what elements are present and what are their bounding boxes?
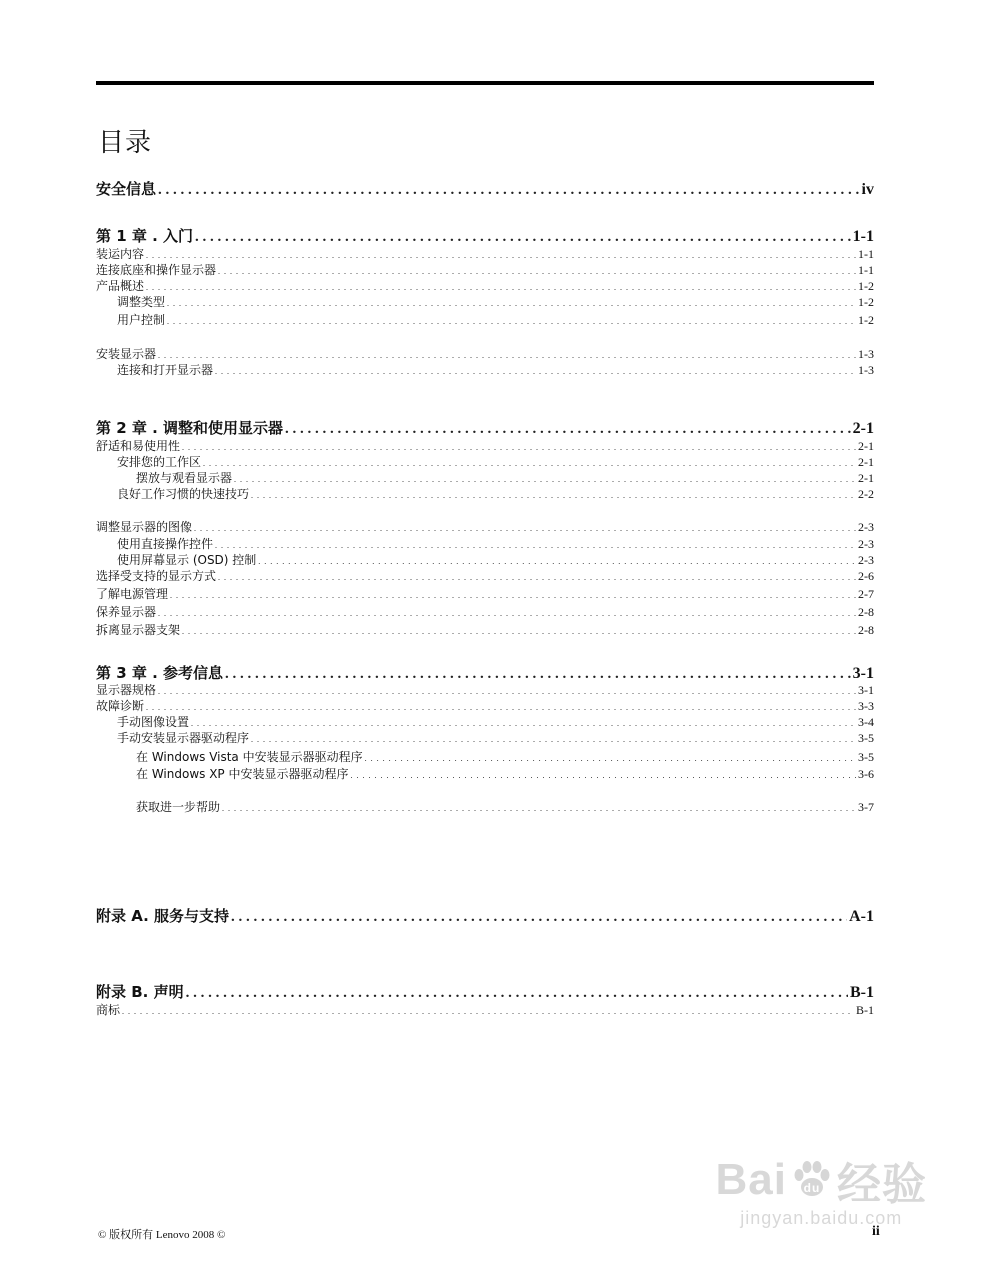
toc-label: 保养显示器: [96, 605, 157, 619]
toc-label: 摆放与观看显示器: [136, 471, 233, 485]
toc-page: 2-1: [852, 420, 874, 437]
toc-leader: [234, 475, 856, 484]
toc-label: 良好工作习惯的快速技巧: [117, 487, 250, 501]
toc-entry[interactable]: [117, 293, 874, 310]
toc-entry[interactable]: [96, 345, 874, 362]
toc-entry[interactable]: [117, 551, 874, 568]
toc-page: B-1: [856, 1003, 874, 1017]
toc-entry[interactable]: [96, 1001, 874, 1018]
page-title: 目录: [98, 128, 153, 158]
toc-page: 2-1: [858, 455, 874, 469]
footer-copyright: © 版权所有 Lenovo 2008 ©: [98, 1229, 226, 1241]
toc-page: 2-8: [858, 623, 874, 637]
toc-leader: [194, 524, 856, 533]
toc-entry-safety[interactable]: [96, 178, 874, 199]
toc-page: 3-3: [858, 699, 874, 713]
toc-page: 3-6: [858, 767, 874, 781]
toc-entry[interactable]: [117, 713, 874, 730]
toc-label: 选择受支持的显示方式: [96, 569, 217, 583]
toc-entry[interactable]: [136, 798, 874, 815]
toc-entry[interactable]: [96, 277, 874, 294]
toc-page: iv: [861, 181, 874, 198]
toc-label: 安全信息: [96, 180, 157, 198]
toc-entry[interactable]: [96, 603, 874, 620]
toc-label: 了解电源管理: [96, 587, 169, 601]
toc-label: 附录 A. 服务与支持: [96, 907, 230, 925]
toc-label: 第 1 章 . 入门: [96, 227, 194, 245]
toc-entry[interactable]: [96, 567, 874, 584]
toc-page: 3-4: [858, 715, 874, 729]
toc-label: 第 2 章 . 调整和使用显示器: [96, 419, 284, 437]
toc-leader: [167, 317, 856, 326]
watermark: [716, 1148, 927, 1229]
toc-label: 在 Windows XP 中安装显示器驱动程序: [136, 767, 349, 781]
toc-leader: [158, 609, 856, 618]
toc-leader: [350, 771, 856, 780]
toc-leader: [218, 267, 856, 276]
header-rule: [96, 81, 874, 85]
toc-leader: [218, 573, 856, 582]
toc-label: 调整显示器的图像: [96, 520, 193, 534]
toc-label: 连接和打开显示器: [117, 363, 214, 377]
toc-label: 安排您的工作区: [117, 455, 202, 469]
toc-page: 2-2: [858, 487, 874, 501]
toc-entry[interactable]: [96, 681, 874, 698]
toc-label: 手动图像设置: [117, 715, 190, 729]
toc-leader: [215, 541, 856, 550]
toc-leader: [158, 687, 856, 696]
toc-page: 1-2: [858, 279, 874, 293]
toc-page: 1-1: [852, 228, 874, 245]
toc-page: 2-8: [858, 605, 874, 619]
toc-entry[interactable]: [96, 245, 874, 262]
toc-entry[interactable]: [117, 311, 874, 328]
toc-leader: [170, 591, 856, 600]
toc-leader: [182, 443, 856, 452]
toc-entry[interactable]: [136, 765, 874, 782]
toc-label: 商标: [96, 1003, 121, 1017]
toc-leader: [251, 735, 856, 744]
toc-leader: [191, 719, 856, 728]
toc-entry[interactable]: [117, 535, 874, 552]
toc-chapter-3[interactable]: [96, 662, 874, 683]
toc-leader: [285, 421, 851, 438]
toc-entry[interactable]: [117, 729, 874, 746]
toc-label: 用户控制: [117, 313, 166, 327]
toc-entry[interactable]: [117, 453, 874, 470]
watermark-url: jingyan.baidu.com: [740, 1208, 903, 1228]
toc-leader: [146, 251, 856, 260]
toc-page: 2-7: [858, 587, 874, 601]
toc-label: 故障诊断: [96, 699, 145, 713]
toc-page: 3-5: [858, 731, 874, 745]
toc-label: 连接底座和操作显示器: [96, 263, 217, 277]
toc-label: 拆离显示器支架: [96, 623, 181, 637]
toc-appendix-b[interactable]: [96, 981, 874, 1002]
toc-page: 1-2: [858, 313, 874, 327]
toc-label: 安装显示器: [96, 347, 157, 361]
toc-page: 2-3: [858, 537, 874, 551]
toc-entry[interactable]: [96, 437, 874, 454]
toc-leader: [146, 283, 856, 292]
toc-entry[interactable]: [96, 261, 874, 278]
toc-leader: [146, 703, 856, 712]
toc-entry[interactable]: [96, 621, 874, 638]
toc-page: B-1: [850, 984, 874, 1001]
toc-entry[interactable]: [117, 485, 874, 502]
toc-page: 1-3: [858, 363, 874, 377]
toc-label: 第 3 章 . 参考信息: [96, 664, 224, 682]
toc-leader: [182, 627, 856, 636]
footer-page-number: ii: [872, 1224, 880, 1239]
watermark-brand-left: Bai: [715, 1155, 787, 1204]
toc-page: 1-1: [858, 263, 874, 277]
toc-leader: [215, 367, 856, 376]
toc-page: 3-5: [858, 750, 874, 764]
toc-page: 1-1: [858, 247, 874, 261]
paw-icon: [789, 1157, 835, 1203]
toc-leader: [158, 351, 856, 360]
toc-page: 1-3: [858, 347, 874, 361]
toc-label: 调整类型: [117, 295, 166, 309]
toc-entry[interactable]: [96, 697, 874, 714]
toc-leader: [365, 754, 856, 763]
toc-label: 获取进一步帮助: [136, 800, 221, 814]
toc-page: 3-7: [858, 800, 874, 814]
toc-leader: [231, 909, 847, 926]
toc-label: 手动安装显示器驱动程序: [117, 731, 250, 745]
toc-leader: [251, 491, 856, 500]
toc-leader: [258, 557, 856, 566]
toc-chapter-2[interactable]: [96, 417, 874, 438]
toc-entry[interactable]: [117, 361, 874, 378]
toc-chapter-1[interactable]: [96, 225, 874, 246]
toc-entry[interactable]: [96, 518, 874, 535]
toc-page: 2-6: [858, 569, 874, 583]
toc-leader: [167, 299, 856, 308]
toc-page: 1-2: [858, 295, 874, 309]
toc-label: 舒适和易使用性: [96, 439, 181, 453]
toc-leader: [122, 1007, 854, 1016]
toc-leader: [203, 459, 856, 468]
toc-entry[interactable]: [136, 748, 874, 765]
watermark-brand-right: 经验: [837, 1160, 927, 1209]
toc-page: 2-1: [858, 439, 874, 453]
toc-label: 使用屏幕显示 (OSD) 控制: [117, 553, 257, 567]
toc-label: 附录 B. 声明: [96, 983, 184, 1001]
toc-entry[interactable]: [96, 585, 874, 602]
toc-page: 2-3: [858, 520, 874, 534]
toc-page: 3-1: [858, 683, 874, 697]
toc-leader: [186, 985, 848, 1002]
toc-page: 3-1: [852, 665, 874, 682]
toc-page: 2-1: [858, 471, 874, 485]
toc-entry[interactable]: [136, 469, 874, 486]
toc-label: 显示器规格: [96, 683, 157, 697]
toc-label: 使用直接操作控件: [117, 537, 214, 551]
svg-text:du: du: [803, 1181, 821, 1195]
toc-page: 2-3: [858, 553, 874, 567]
toc-leader: [222, 804, 856, 813]
toc-leader: [158, 182, 860, 199]
toc-label: 产品概述: [96, 279, 145, 293]
toc-label: 装运内容: [96, 247, 145, 261]
toc-label: 在 Windows Vista 中安装显示器驱动程序: [136, 750, 363, 764]
toc-page: A-1: [849, 908, 874, 925]
toc-leader: [195, 229, 851, 246]
toc-appendix-a[interactable]: [96, 905, 874, 926]
